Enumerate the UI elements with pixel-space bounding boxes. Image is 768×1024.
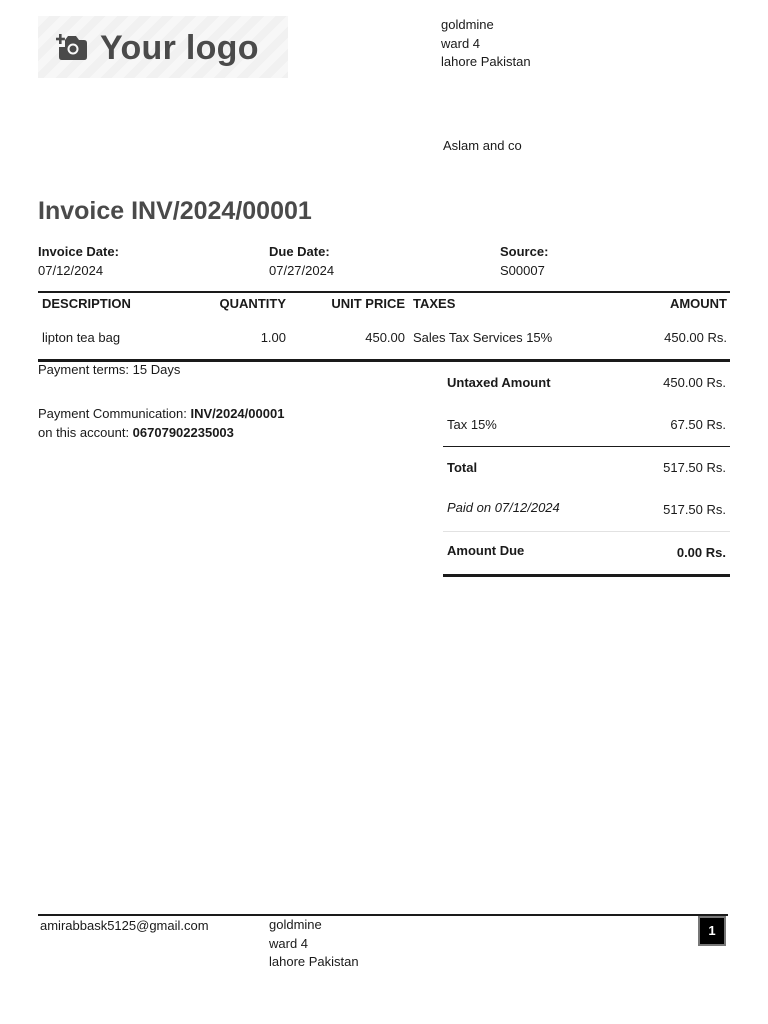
company-address-line2: ward 4	[441, 35, 481, 51]
source-value: S00007	[500, 263, 545, 278]
col-header-taxes: TAXES	[413, 296, 456, 311]
due-date-value: 07/27/2024	[269, 263, 335, 278]
company-name: goldmine	[441, 17, 494, 32]
source-label: Source:	[500, 244, 549, 259]
payment-account-value: 06707902235003	[132, 425, 234, 440]
footer-rule	[38, 914, 728, 916]
tax-value: 67.50 Rs.	[670, 417, 726, 432]
due-date-label: Due Date:	[269, 244, 330, 259]
footer-address	[269, 916, 359, 972]
payment-terms: Payment terms: 15 Days	[38, 362, 181, 377]
page-number: 1	[700, 918, 724, 944]
total-label: Total	[447, 460, 478, 475]
invoice-title: Invoice INV/2024/00001	[38, 197, 312, 225]
paid-label: Paid on 07/12/2024	[447, 500, 560, 515]
col-header-unit-price: UNIT PRICE	[331, 296, 405, 311]
col-header-quantity: QUANTITY	[219, 296, 286, 311]
customer-name: Aslam and co	[443, 138, 522, 153]
row-description: lipton tea bag	[42, 330, 121, 345]
untaxed-amount-label: Untaxed Amount	[447, 375, 551, 390]
company-address-line3: lahore Pakistan	[441, 54, 531, 69]
payment-account	[38, 425, 234, 440]
row-amount: 450.00 Rs.	[664, 330, 727, 345]
paid-value: 517.50 Rs.	[663, 502, 726, 517]
logo-text: Your logo	[100, 29, 259, 67]
untaxed-amount-value: 450.00 Rs.	[663, 375, 726, 390]
add-photo-icon	[56, 33, 88, 61]
footer-email[interactable]: amirabbask5125@gmail.com	[40, 918, 209, 933]
invoice-date-label: Invoice Date:	[38, 244, 119, 259]
paid-divider	[443, 531, 730, 532]
table-top-rule	[38, 291, 730, 293]
payment-communication	[38, 406, 284, 421]
payment-communication-value: INV/2024/00001	[190, 406, 285, 421]
tax-label: Tax 15%	[447, 417, 497, 432]
payment-communication-label: Payment Communication:	[38, 406, 191, 421]
row-taxes: Sales Tax Services 15%	[413, 330, 553, 345]
totals-divider	[443, 446, 730, 447]
footer-company-name: goldmine	[269, 917, 322, 932]
amount-due-label: Amount Due	[447, 543, 525, 558]
col-header-amount: AMOUNT	[669, 296, 727, 311]
payment-account-label: on this account:	[38, 425, 133, 440]
company-address	[441, 16, 531, 72]
footer-address-line2: ward 4	[269, 935, 309, 951]
row-quantity: 1.00	[260, 330, 286, 345]
col-header-description: DESCRIPTION	[42, 296, 131, 311]
invoice-date-value: 07/12/2024	[38, 263, 104, 278]
footer-address-line3: lahore Pakistan	[269, 954, 359, 969]
totals-bottom-rule	[443, 574, 730, 577]
total-value: 517.50 Rs.	[663, 460, 726, 475]
row-unit-price: 450.00	[365, 330, 405, 345]
amount-due-value: 0.00 Rs.	[676, 545, 726, 560]
